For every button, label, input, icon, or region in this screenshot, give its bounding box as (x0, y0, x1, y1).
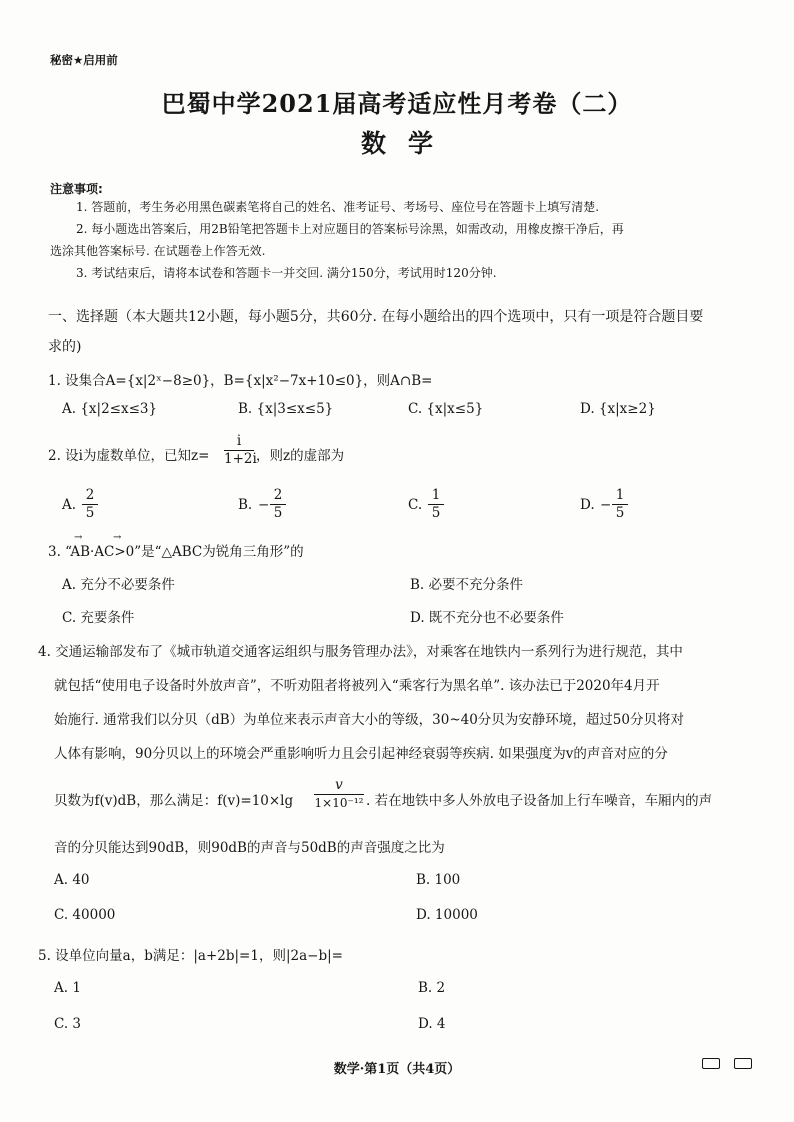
corner-box-icon (702, 1058, 720, 1069)
frac-den: 5 (615, 505, 625, 521)
q2-frac-den: 1+2i (224, 451, 257, 467)
q2-option-d-sign: − (600, 497, 612, 513)
question-4-line5-b: . 若在地铁中多人外放电子设备加上行车噪音，车厢内的声 (366, 793, 713, 809)
q1-option-c: C. {x|x≤5} (408, 401, 484, 417)
q3-option-d: D. 既不充分也不必要条件 (410, 610, 564, 626)
q2-fraction (224, 433, 257, 467)
question-2-stem-b: ，则z的虚部为 (256, 448, 345, 464)
question-4-line: 就包括“使用电子设备时外放声音”，不听劝阻者将被列入“乘客行为黑名单”. 该办法已于2020年4月开 (54, 678, 660, 694)
q4-frac-den: 1×10⁻¹² (314, 796, 364, 810)
q2-option-b-label: B. (238, 497, 253, 513)
q3-option-b: B. 必要不充分条件 (410, 577, 524, 593)
vector-arrow-icon: → (74, 532, 83, 543)
question-4-line: 4. 交通运输部发布了《城市轨道交通客运组织与服务管理办法》，对乘客在地铁内一系列行为进行规范，其中 (38, 644, 683, 660)
note-item: 1. 答题前，考生务必用黑色碳素笔将自己的姓名、准考证号、考场号、座位号在答题卡上填写清楚. (76, 200, 600, 214)
question-5-stem: 5. 设单位向量a，b满足：|a+2b|=1，则|2a−b|= (38, 948, 343, 964)
section-heading: 一、选择题（本大题共12小题，每小题5分，共60分. 在每小题给出的四个选项中，只有一项是符合题目要 (48, 309, 704, 325)
q4-frac-num: v (335, 777, 343, 793)
q3-option-a: A. 充分不必要条件 (62, 577, 175, 593)
vector-arrow-icon: → (113, 532, 122, 543)
notes-heading: 注意事项: (50, 182, 103, 196)
q4-option-d: D. 10000 (416, 907, 478, 923)
q2-option-b-frac (270, 488, 286, 521)
q2-option-d-label: D. (580, 497, 595, 513)
q1-option-b: B. {x|3≤x≤5} (238, 401, 334, 417)
confidential-mark: 秘密★启用前 (50, 53, 118, 67)
q2-option-c-label: C. (408, 497, 423, 513)
exam-title: 巴蜀中学2021届高考适应性月考卷（二） (161, 89, 633, 118)
q2-option-a-label: A. (62, 497, 77, 513)
frac-den: 5 (85, 505, 95, 521)
q4-fraction (314, 778, 364, 811)
q1-option-d: D. {x|x≥2} (580, 401, 656, 417)
note-item: 3. 考试结束后，请将本试卷和答题卡一并交回. 满分150分，考试用时120分钟. (76, 266, 497, 280)
frac-num: 1 (615, 487, 625, 503)
q5-option-b: B. 2 (418, 980, 446, 996)
q5-option-d: D. 4 (418, 1016, 446, 1032)
q2-option-c-frac (428, 488, 444, 521)
q4-option-a: A. 40 (54, 872, 90, 888)
q2-frac-num: i (236, 433, 242, 449)
question-3-stem: 3. “AB·AC>0”是“△ABC为锐角三角形”的 (48, 544, 304, 560)
section-heading-cont: 求的) (48, 339, 82, 355)
frac-den: 5 (273, 505, 283, 521)
question-4-line6: 音的分贝能达到90dB，则90dB的声音与50dB的声音强度之比为 (54, 840, 445, 856)
question-4-line5-a: 贝数为f(v)dB，那么满足：f(v)=10×lg (54, 793, 294, 809)
question-4-line: 人体有影响，90分贝以上的环境会严重影响听力且会引起神经衰弱等疾病. 如果强度为v的声音对应的分 (54, 746, 668, 762)
fraction-bar (314, 794, 364, 795)
q1-option-a: A. {x|2≤x≤3} (62, 401, 158, 417)
question-1-stem: 1. 设集合A={x|2ˣ−8≥0}，B={x|x²−7x+10≤0}，则A∩B= (48, 373, 433, 389)
subject-title: 数学 (360, 129, 455, 158)
q5-option-c: C. 3 (54, 1016, 82, 1032)
q5-option-a: A. 1 (54, 980, 81, 996)
frac-num: 2 (85, 487, 95, 503)
frac-num: 1 (431, 487, 441, 503)
question-4-line: 始施行. 通常我们以分贝（dB）为单位来表示声音大小的等级，30~40分贝为安静环境，超过50分贝将对 (54, 712, 684, 728)
page-footer: 数学·第1页（共4页） (333, 1062, 461, 1077)
question-2-stem-a: 2. 设i为虚数单位，已知z= (48, 448, 210, 464)
q3-option-c: C. 充要条件 (62, 610, 135, 626)
q2-option-d-frac (612, 488, 628, 521)
frac-den: 5 (431, 505, 441, 521)
note-item: 2. 每小题选出答案后，用2B铅笔把答题卡上对应题目的答案标号涂黑，如需改动，用橡皮擦干净后，再 (76, 222, 624, 236)
q2-option-b-sign: − (258, 497, 270, 513)
frac-num: 2 (273, 487, 283, 503)
q4-option-c: C. 40000 (54, 907, 116, 923)
q2-option-a-frac (82, 488, 98, 521)
note-item: 选涂其他答案标号. 在试题卷上作答无效. (50, 244, 266, 258)
q4-option-b: B. 100 (416, 872, 461, 888)
corner-box-icon (734, 1058, 752, 1069)
